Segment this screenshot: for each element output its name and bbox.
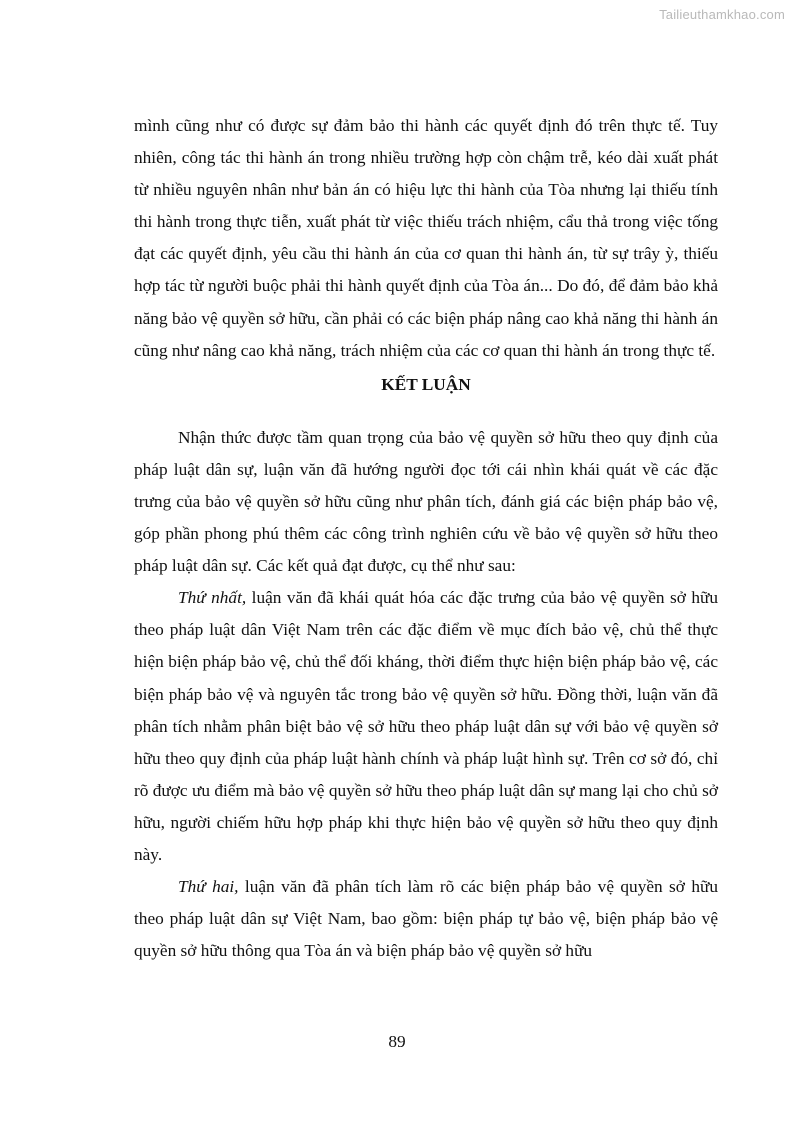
paragraph-3-lead: Thứ hai,: [178, 877, 239, 897]
document-body: [134, 110, 718, 967]
intro-paragraph: mình cũng như có được sự đảm bảo thi hành các quyết định đó trên thực tế. Tuy nhiên, công tác thi hành án trong nhiều trường hợp còn chậm trễ, kéo dài xuất phát từ nhiều nguyên nhân như bản án có hiệu lực thi hành của Tòa nhưng lại thiếu tính thi hành trong thực tiễn, xuất phát từ việc thiếu trách nhiệm, cẩu thả trong việc tống đạt các quyết định, yêu cầu thi hành án của cơ quan thi hành án, từ sự trây ỳ, thiếu hợp tác từ người buộc phải thi hành quyết định của Tòa án... Do đó, để đảm bảo khả năng bảo vệ quyền sở hữu, cần phải có các biện pháp nâng cao khả năng thi hành án cũng như nâng cao khả năng, trách nhiệm của các cơ quan thi hành án trong thực tế.: [134, 116, 718, 360]
paragraph-2-lead: Thứ nhất,: [178, 588, 247, 608]
watermark: Tailieuthamkhao.com: [659, 7, 785, 22]
paragraph-2-text: luận văn đã khái quát hóa các đặc trưng của bảo vệ quyền sở hữu theo pháp luật dân Việt Nam trên các đặc điểm về mục đích bảo vệ, chủ thể thực hiện biện pháp bảo vệ, chủ thể đối kháng, thời điểm thực hiện biện pháp bảo vệ, các biện pháp bảo vệ và nguyên tắc trong bảo vệ quyền sở hữu. Đồng thời, luận văn đã phân tích nhằm phân biệt bảo vệ sở hữu theo pháp luật dân sự với bảo vệ quyền sở hữu theo quy định của pháp luật hành chính và pháp luật hình sự. Trên cơ sở đó, chỉ rõ được ưu điểm mà bảo vệ quyền sở hữu theo pháp luật dân sự mang lại cho chủ sở hữu, người chiếm hữu hợp pháp khi thực hiện bảo vệ quyền sở hữu theo quy định này.: [134, 588, 718, 864]
paragraph-2: [134, 582, 718, 871]
paragraph-1: Nhận thức được tầm quan trọng của bảo vệ quyền sở hữu theo quy định của pháp luật dân sự, luận văn đã hướng người đọc tới cái nhìn khái quát về các đặc trưng của bảo vệ quyền sở hữu cũng như phân tích, đánh giá các biện pháp bảo vệ, góp phần phong phú thêm các công trình nghiên cứu về bảo vệ quyền sở hữu theo pháp luật dân sự. Các kết quả đạt được, cụ thể như sau:: [134, 427, 718, 576]
section-heading: KẾT LUẬN: [381, 374, 471, 394]
paragraph-3-text: luận văn đã phân tích làm rõ các biện pháp bảo vệ quyền sở hữu theo pháp luật dân sự Việt Nam, bao gồm: biện pháp tự bảo vệ, biện pháp bảo vệ quyền sở hữu thông qua Tòa án và biện pháp bảo vệ quyền sở hữu: [134, 877, 718, 961]
paragraph-3: [134, 871, 718, 967]
page-number: 89: [388, 1032, 406, 1051]
